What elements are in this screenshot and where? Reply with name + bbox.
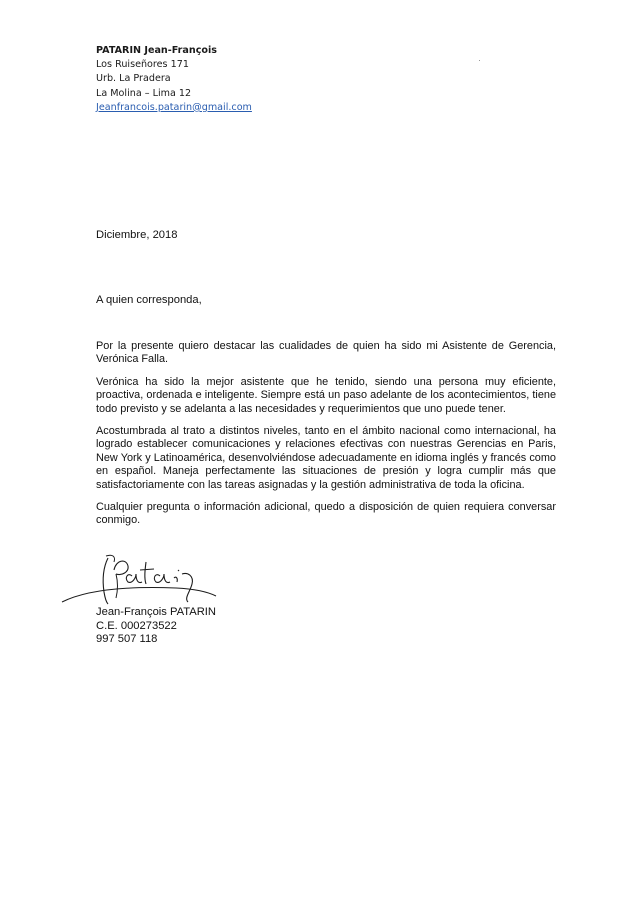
- sender-block: [96, 44, 252, 115]
- sender-email-link[interactable]: Jeanfrancois.patarin@gmail.com: [96, 101, 252, 113]
- signer-block: [96, 606, 216, 647]
- signer-name: Jean-François PATARIN: [96, 606, 216, 618]
- sender-district: Urb. La Pradera: [96, 73, 171, 85]
- paragraph-1: Por la presente quiero destacar las cualidades de quien ha sido mi Asistente de Gerencia, Verónica Falla.: [96, 340, 556, 366]
- paragraph-4: Cualquier pregunta o información adicional, quedo a disposición de quien requiera conversar conmigo.: [96, 501, 556, 527]
- sender-city: La Molina – Lima 12: [96, 87, 192, 99]
- paragraph-2: Verónica ha sido la mejor asistente que he tenido, siendo una persona muy eficiente, proactiva, ordenada e inteligente. Siempre está un paso adelante de los acontecimientos, tiene todo previsto y se adelanta a las necesidades y requerimientos que uno puede tener.: [96, 375, 556, 415]
- sender-street: Los Ruiseñores 171: [96, 59, 189, 71]
- salutation: A quien corresponda,: [96, 294, 202, 306]
- paragraph-3: Acostumbrada al trato a distintos niveles, tanto en el ámbito nacional como internacional, ha logrado establecer comunicaciones y relaciones efectivas con nuestras Gerencias en Paris, New York y Latinoamérica, desenvolviéndose adecuadamente en idioma inglés y francés como en español. Maneja perfectamente las situaciones de presión y logra cumplir más que satisfactoriamente con las tareas asignadas y la gestión administrativa de toda la oficina.: [96, 425, 556, 491]
- letter-body: [96, 340, 556, 537]
- scan-speck: [479, 60, 480, 61]
- sender-name: PATARIN Jean-François: [96, 45, 217, 56]
- handwritten-signature: [56, 552, 226, 612]
- signer-phone: 997 507 118: [96, 633, 158, 646]
- letter-date: Diciembre, 2018: [96, 229, 178, 241]
- signer-id: C.E. 000273522: [96, 619, 177, 632]
